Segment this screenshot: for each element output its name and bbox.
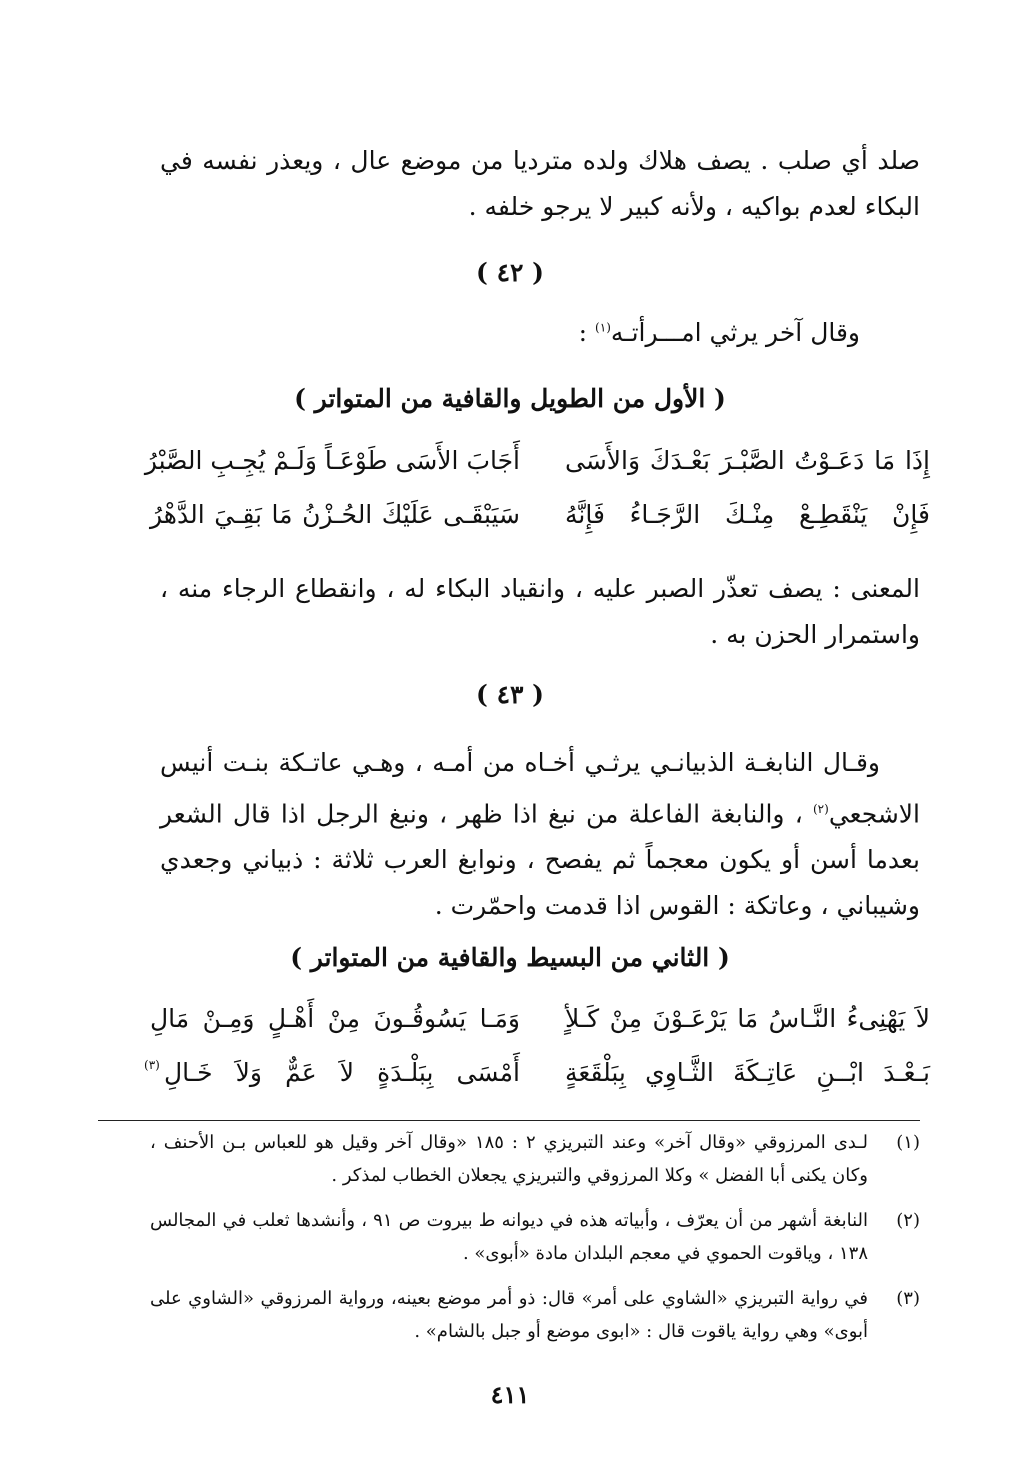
poem-42-verse-1 [144,446,930,496]
footnote-3 [150,1282,920,1348]
poem-43-number: ( ٤٣ ) [476,680,544,709]
poem-43-intro-b: ، والنابغة الفاعلة من نبغ اذا ظهر ، ونبغ الرجل اذا قال الشعر بعدما أسن أو يكون معجماً ثم يفصح ، ونوابغ العرب ثلاثة : ذبياني وجعدي وشيباني ، وعاتكة : القوس اذا قدمت واحمّرت . [160,799,920,921]
poem-42-number: ( ٤٢ ) [476,258,544,287]
poem-43-verse-2 [144,1058,930,1108]
poem-42-intro-colon: : [578,318,596,347]
poem-43-intro [160,740,920,929]
footnote-number: (٣) [896,1288,920,1309]
footnote-number: (٢) [896,1210,920,1231]
page-number: ٤١١ [490,1380,530,1409]
verse-first-hemistich: بَـعْـدَ ابْــنِ عَاتِـكَةَ الثَّـاوِي بِبَلْقَعَةٍ [565,1058,930,1087]
footnote-text: النابغة أشهر من أن يعرّف ، وأبياته هذه في ديوانه ط بيروت ص ٩١ ، وأنشدها ثعلب في المجالس ١٣٨ ، وياقوت الحموي في معجم البلدان مادة «أبوى» . [150,1210,868,1264]
top-paragraph: صلد أي صلب . يصف هلاك ولده مترديا من موضع عال ، ويعذر نفسه في البكاء لعدم بواكيه ، ولأنه كبير لا يرجو خلفه . [160,146,920,221]
poem-42-intro [579,318,860,347]
verse-second-hemistich: سَيَبْقَـى عَلَيْكَ الحُـزْنُ مَا بَقِـيَ الدَّهْرُ [150,500,520,529]
footnote-1 [150,1126,920,1192]
verse-second-hemistich: أَمْسَى بِبَلْـدَةٍ لاَ عَمٌّ وَلاَ خَـالِ [164,1058,520,1087]
poem-43-intro-a: وقـال النابغـة الذبيانـي يرثـي أخـاه من أمـه ، وهـي عاتـكة بنـت أنيس الاشجعي [160,748,920,829]
footnote-text: في رواية التبريزي «الشاوي على أمر» قال: ذو أمر موضع بعينه، ورواية المرزوقي «الشاوي على أبوى» وهي رواية ياقوت قال : «ابوى موضع أو جبل بالشام» . [150,1288,868,1342]
verse-second-hemistich: وَمَـا يَسُوقُـونَ مِنْ أَهْـلٍ وَمِـنْ مَالِ [150,1004,520,1033]
poem-42-meaning: المعنى : يصف تعذّر الصبر عليه ، وانقياد البكاء له ، وانقطاع الرجاء منه ، واستمرار الحزن به . [160,574,920,649]
footnote-2 [150,1204,920,1270]
poem-43-verse-1 [150,1004,930,1054]
footnote-text: لـدى المرزوقي «وقال آخر» وعند التبريزي ٢ : ١٨٥ «وقال آخر وقيل هو للعباس بـن الأحنف ، وكان يكنى أبا الفضل » وكلا المرزوقي والتبريزي يجعلان الخطاب لمذكر . [150,1132,868,1186]
poem-42-verse-2 [150,500,930,550]
footnote-ref-1[interactable]: (١) [595,320,611,335]
poem-43-meter: ( الثاني من البسيط والقافية من المتواتر ) [290,943,730,972]
verse-first-hemistich: فَإِنْ يَنْقَطِـعْ مِنْـكَ الرَّجَـاءُ فَإِنَّهُ [565,500,930,529]
verse-second-hemistich: أَجَابَ الأَسَى طَوْعَـاً وَلَـمْ يُجِـبِ الصَّبْرُ [144,446,520,475]
poem-42-intro-text: وقال آخر يرثي امـــرأتـه [610,318,860,347]
verse-first-hemistich: إِذَا مَا دَعَـوْتُ الصَّبْـرَ بَعْـدَكَ وَالأَسَى [565,446,930,475]
footnote-number: (١) [896,1132,920,1153]
footnote-separator [98,1120,920,1121]
footnote-ref-2[interactable]: (٢) [812,802,829,816]
footnote-ref-3[interactable]: (٣) [144,1058,160,1072]
poem-42-meter: ( الأول من الطويل والقافية من المتواتر ) [294,384,726,413]
verse-first-hemistich: لاَ يَهْنِىءُ النَّـاسُ مَا يَرْعَـوْنَ مِنْ كَـلأٍ [565,1004,930,1033]
